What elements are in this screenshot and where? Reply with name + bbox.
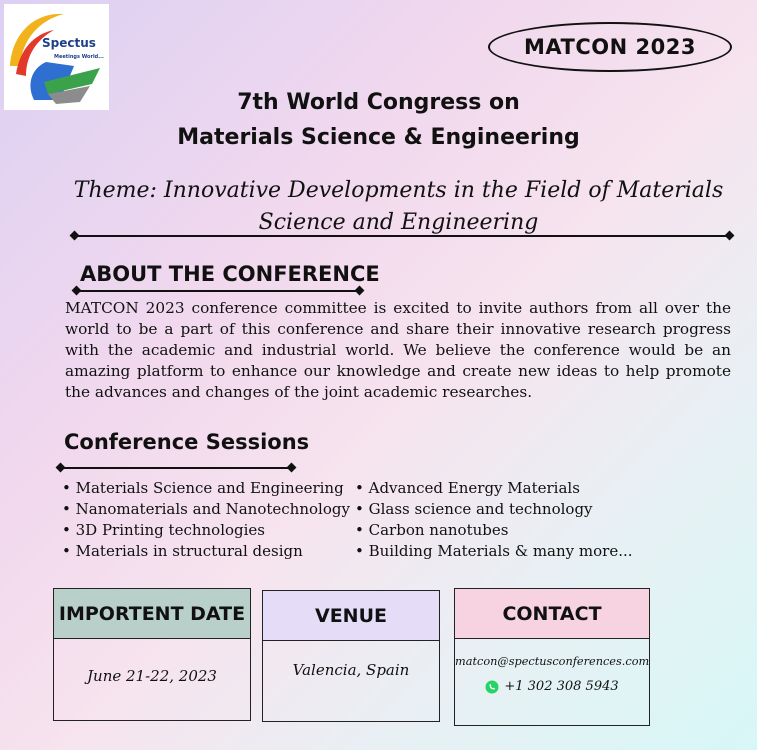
title-line-2: Materials Science & Engineering: [177, 125, 580, 150]
contact-email[interactable]: matcon@spectusconferences.com: [455, 655, 650, 668]
about-divider: [76, 290, 360, 292]
logo-name: Spectus: [42, 36, 96, 50]
sessions-list-left: [62, 478, 350, 562]
about-text: MATCON 2023 conference committee is excited to invite authors from all over the world to be a part of this conference and share their innovative research progress with the academic and industrial world. We believe the conference would be an amazing platform to enhance our knowledge and create new ideas to help promote the advances and changes of the joint academic researches.: [65, 299, 731, 401]
venue-card-heading: VENUE: [263, 591, 439, 641]
sessions-list-right: [355, 478, 633, 562]
list-item: • Glass science and technology: [355, 499, 633, 520]
venue-card: [262, 590, 440, 722]
list-item: • Nanomaterials and Nanotechnology: [62, 499, 350, 520]
date-card: [53, 588, 251, 721]
contact-card-heading: CONTACT: [455, 589, 649, 639]
list-item: • 3D Printing technologies: [62, 520, 350, 541]
list-item: • Materials in structural design: [62, 541, 350, 562]
list-item: • Materials Science and Engineering: [62, 478, 350, 499]
theme-divider: [74, 235, 730, 237]
logo-tagline: Meetings World...: [54, 54, 104, 60]
theme-text: Theme: Innovative Developments in the Field of Materials Science and Engineering: [73, 178, 724, 235]
date-value: June 21-22, 2023: [87, 667, 217, 685]
whatsapp-icon: [485, 680, 499, 694]
contact-phone[interactable]: +1 302 308 5943: [504, 679, 619, 694]
list-item: • Carbon nanotubes: [355, 520, 633, 541]
sessions-divider: [60, 467, 292, 469]
list-item: • Building Materials & many more...: [355, 541, 633, 562]
venue-value: Valencia, Spain: [292, 661, 410, 679]
contact-card: [454, 588, 650, 726]
contact-phone-row: [455, 679, 649, 694]
title-line-1: 7th World Congress on: [237, 90, 520, 115]
matcon-badge: MATCON 2023: [488, 22, 732, 72]
sessions-heading: Conference Sessions: [64, 430, 310, 454]
date-card-heading: IMPORTENT DATE: [54, 589, 250, 639]
list-item: • Advanced Energy Materials: [355, 478, 633, 499]
about-heading: ABOUT THE CONFERENCE: [80, 262, 380, 286]
